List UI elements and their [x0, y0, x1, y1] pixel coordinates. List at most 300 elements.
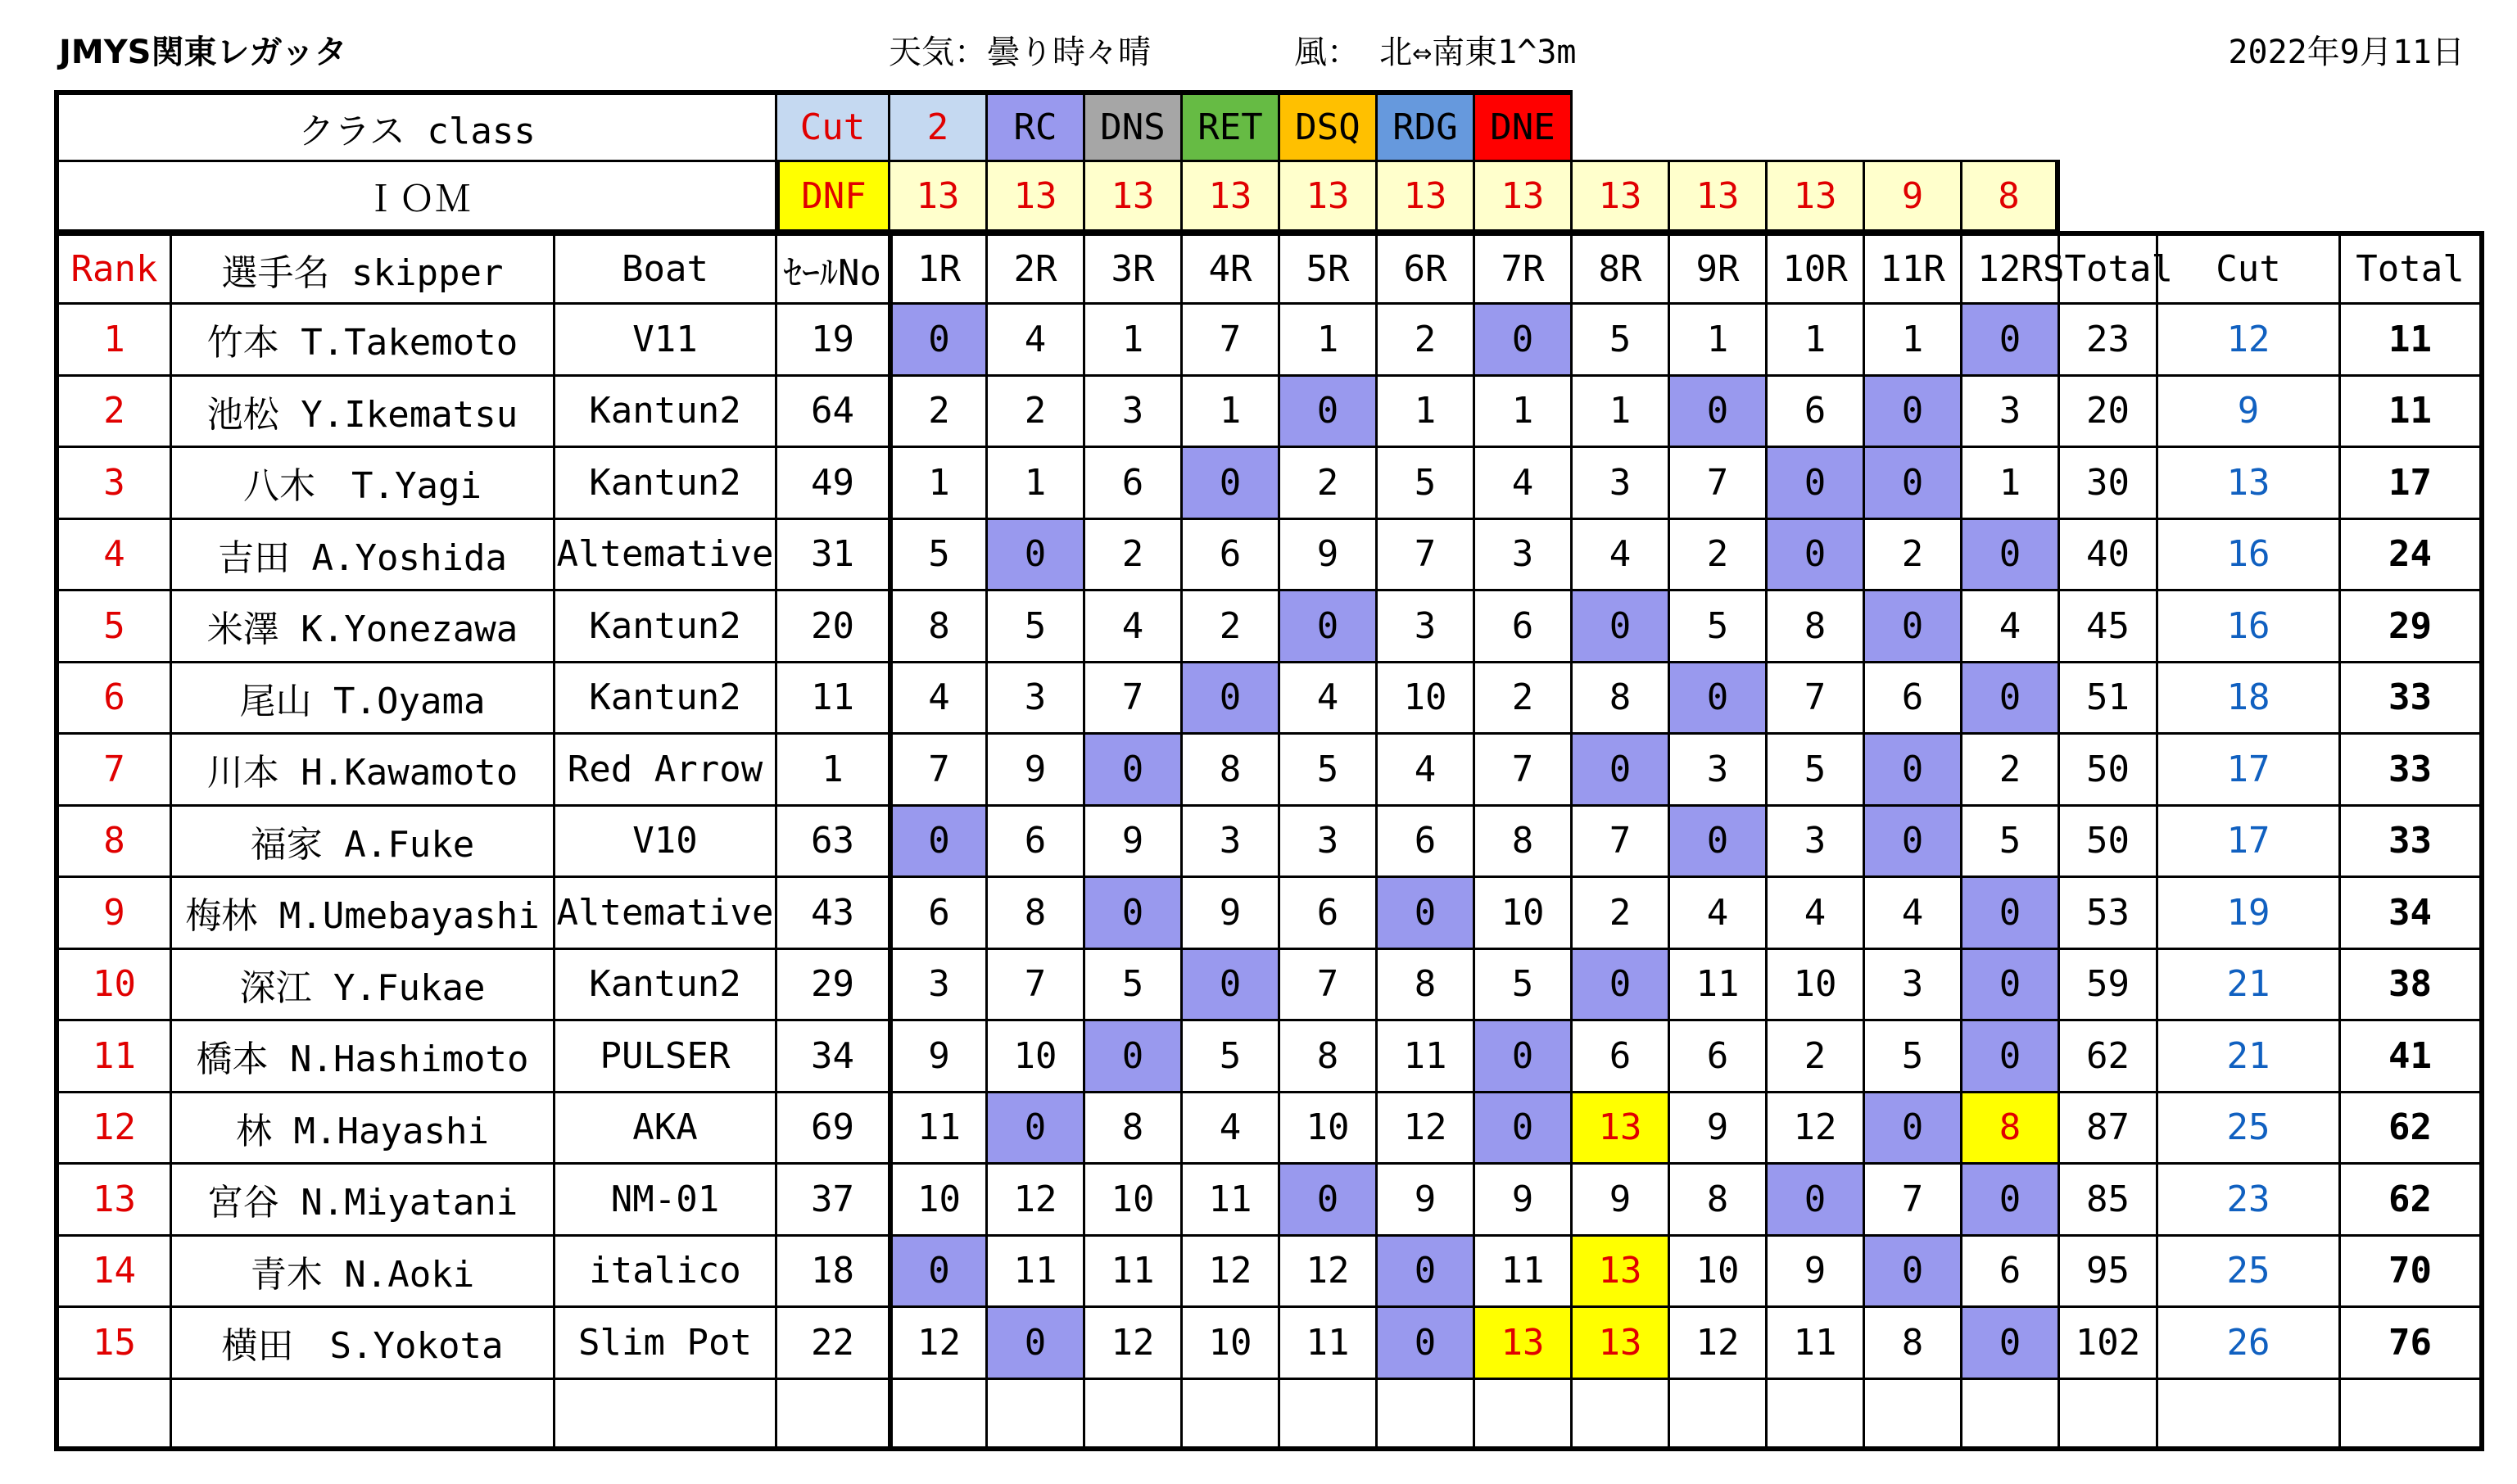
race-score-cell: 5 — [1570, 302, 1670, 377]
stotal-cell: 53 — [2058, 875, 2158, 950]
column-header: Cut — [2156, 231, 2341, 305]
race-score-cell: 7 — [1278, 948, 1378, 1022]
rank-cell: 7 — [54, 732, 172, 807]
race-score-cell: 12 — [1278, 1234, 1378, 1309]
race-score-cell: 3 — [1180, 804, 1280, 879]
boat-cell: Kantun2 — [553, 661, 777, 735]
race-score-cell: 7 — [1473, 732, 1573, 807]
race-score-cell: 5 — [888, 518, 988, 592]
race-score-cell: 11 — [1180, 1162, 1280, 1237]
cut-cell: 26 — [2156, 1305, 2341, 1380]
stotal-cell: 85 — [2058, 1162, 2158, 1237]
rank-cell: 10 — [54, 948, 172, 1022]
empty-cell — [170, 1378, 555, 1452]
race-score-cell: 8 — [1960, 1091, 2060, 1165]
race-score-cell: 1 — [1473, 374, 1573, 449]
legend-value: 13 — [1278, 160, 1378, 232]
skipper-cell: 米澤 K.Yonezawa — [170, 589, 555, 663]
race-score-cell: 9 — [1668, 1091, 1768, 1165]
race-score-cell: 0 — [1960, 1019, 2060, 1093]
race-score-cell: 0 — [1180, 661, 1280, 735]
sail-no-cell: 34 — [775, 1019, 890, 1093]
race-score-cell: 4 — [1180, 1091, 1280, 1165]
race-score-cell: 0 — [1278, 1162, 1378, 1237]
empty-cell — [1180, 1378, 1280, 1452]
race-score-cell: 8 — [1668, 1162, 1768, 1237]
rank-cell: 2 — [54, 374, 172, 449]
race-score-cell: 5 — [1375, 446, 1475, 520]
race-score-cell: 4 — [985, 302, 1085, 377]
race-score-cell: 1 — [888, 446, 988, 520]
race-score-cell: 9 — [1180, 875, 1280, 950]
race-score-cell: 5 — [985, 589, 1085, 663]
race-score-cell: 1 — [1863, 302, 1962, 377]
race-score-cell: 1 — [985, 446, 1085, 520]
stotal-cell: 40 — [2058, 518, 2158, 592]
race-score-cell: 3 — [1278, 804, 1378, 879]
boat-cell: Red Arrow — [553, 732, 777, 807]
race-score-cell: 3 — [1960, 374, 2060, 449]
race-score-cell: 0 — [1473, 1091, 1573, 1165]
total-cell: 33 — [2338, 732, 2484, 807]
column-header: Boat — [553, 231, 777, 305]
legend-value: 13 — [1668, 160, 1768, 232]
race-score-cell: 11 — [1278, 1305, 1378, 1380]
cut-cell: 17 — [2156, 732, 2341, 807]
race-score-cell: 0 — [1765, 1162, 1865, 1237]
race-score-cell: 0 — [1960, 661, 2060, 735]
race-score-cell: 13 — [1570, 1234, 1670, 1309]
rank-cell: 4 — [54, 518, 172, 592]
race-score-cell: 12 — [985, 1162, 1085, 1237]
race-score-cell: 8 — [1375, 948, 1475, 1022]
empty-cell — [553, 1378, 777, 1452]
race-score-cell: 0 — [1863, 732, 1962, 807]
stotal-cell: 30 — [2058, 446, 2158, 520]
cut-cell: 17 — [2156, 804, 2341, 879]
race-score-cell: 0 — [1375, 1305, 1475, 1380]
total-cell: 62 — [2338, 1162, 2484, 1237]
cut-cell: 18 — [2156, 661, 2341, 735]
total-cell: 41 — [2338, 1019, 2484, 1093]
race-score-cell: 0 — [985, 518, 1085, 592]
column-header: Total — [2338, 231, 2484, 305]
rank-cell: 3 — [54, 446, 172, 520]
race-score-cell: 4 — [1668, 875, 1768, 950]
column-header: 11R — [1863, 231, 1962, 305]
race-score-cell: 2 — [1180, 589, 1280, 663]
empty-cell — [2156, 1378, 2341, 1452]
race-score-cell: 9 — [1765, 1234, 1865, 1309]
boat-cell: Slim Pot — [553, 1305, 777, 1380]
sail-no-cell: 29 — [775, 948, 890, 1022]
race-score-cell: 0 — [1083, 875, 1183, 950]
total-cell: 17 — [2338, 446, 2484, 520]
race-score-cell: 4 — [1278, 661, 1378, 735]
race-score-cell: 6 — [1473, 589, 1573, 663]
legend-value: 13 — [888, 160, 988, 232]
column-header: 選手名 skipper — [170, 231, 555, 305]
race-score-cell: 8 — [985, 875, 1085, 950]
sail-no-cell: 49 — [775, 446, 890, 520]
total-cell: 24 — [2338, 518, 2484, 592]
race-score-cell: 5 — [1278, 732, 1378, 807]
race-score-cell: 9 — [985, 732, 1085, 807]
boat-cell: NM-01 — [553, 1162, 777, 1237]
race-score-cell: 6 — [1278, 875, 1378, 950]
boat-cell: Altemative — [553, 875, 777, 950]
race-score-cell: 2 — [1960, 732, 2060, 807]
race-score-cell: 2 — [1765, 1019, 1865, 1093]
legend-code: Cut — [775, 90, 890, 162]
race-score-cell: 6 — [1863, 661, 1962, 735]
race-score-cell: 5 — [1668, 589, 1768, 663]
race-score-cell: 0 — [1960, 518, 2060, 592]
legend-value: 13 — [1180, 160, 1280, 232]
race-score-cell: 0 — [1863, 804, 1962, 879]
rank-cell: 15 — [54, 1305, 172, 1380]
race-score-cell: 0 — [1668, 804, 1768, 879]
rank-cell: 14 — [54, 1234, 172, 1309]
race-score-cell: 0 — [1765, 446, 1865, 520]
race-score-cell: 1 — [1570, 374, 1670, 449]
skipper-cell: 林 M.Hayashi — [170, 1091, 555, 1165]
legend-code: RC — [985, 90, 1085, 162]
boat-cell: Kantun2 — [553, 948, 777, 1022]
race-score-cell: 10 — [1668, 1234, 1768, 1309]
cut-cell: 23 — [2156, 1162, 2341, 1237]
column-header: 10R — [1765, 231, 1865, 305]
total-cell: 29 — [2338, 589, 2484, 663]
skipper-cell: 八木 T.Yagi — [170, 446, 555, 520]
column-header: 2R — [985, 231, 1085, 305]
race-score-cell: 5 — [1473, 948, 1573, 1022]
cut-cell: 16 — [2156, 589, 2341, 663]
legend-value: 13 — [1083, 160, 1183, 232]
race-score-cell: 8 — [1765, 589, 1865, 663]
rank-cell: 6 — [54, 661, 172, 735]
sail-no-cell: 43 — [775, 875, 890, 950]
sail-no-cell: 31 — [775, 518, 890, 592]
race-score-cell: 7 — [1863, 1162, 1962, 1237]
race-score-cell: 1 — [1180, 374, 1280, 449]
race-score-cell: 7 — [1375, 518, 1475, 592]
empty-cell — [1668, 1378, 1768, 1452]
race-score-cell: 11 — [1668, 948, 1768, 1022]
race-score-cell: 11 — [1083, 1234, 1183, 1309]
total-cell: 33 — [2338, 661, 2484, 735]
race-score-cell: 8 — [888, 589, 988, 663]
cut-cell: 21 — [2156, 948, 2341, 1022]
race-score-cell: 0 — [1960, 1305, 2060, 1380]
stotal-cell: 45 — [2058, 589, 2158, 663]
race-score-cell: 0 — [1668, 661, 1768, 735]
race-score-cell: 6 — [1960, 1234, 2060, 1309]
skipper-cell: 深江 Y.Fukae — [170, 948, 555, 1022]
race-score-cell: 12 — [1375, 1091, 1475, 1165]
race-score-cell: 8 — [1180, 732, 1280, 807]
race-score-cell: 0 — [1083, 732, 1183, 807]
sail-no-cell: 19 — [775, 302, 890, 377]
race-score-cell: 6 — [985, 804, 1085, 879]
total-cell: 11 — [2338, 374, 2484, 449]
race-score-cell: 4 — [1570, 518, 1670, 592]
stotal-cell: 59 — [2058, 948, 2158, 1022]
wind-label: 風： 北⇔南東1^3m — [1294, 34, 1577, 71]
race-score-cell: 0 — [985, 1091, 1085, 1165]
race-score-cell: 10 — [1278, 1091, 1378, 1165]
race-score-cell: 3 — [1570, 446, 1670, 520]
race-score-cell: 4 — [1960, 589, 2060, 663]
race-score-cell: 12 — [1083, 1305, 1183, 1380]
column-header: 9R — [1668, 231, 1768, 305]
race-score-cell: 6 — [1765, 374, 1865, 449]
race-score-cell: 11 — [1765, 1305, 1865, 1380]
total-cell: 76 — [2338, 1305, 2484, 1380]
boat-cell: Kantun2 — [553, 446, 777, 520]
boat-cell: V11 — [553, 302, 777, 377]
regatta-date: 2022年9月11日 — [2228, 34, 2465, 71]
race-score-cell: 5 — [1960, 804, 2060, 879]
skipper-cell: 梅林 M.Umebayashi — [170, 875, 555, 950]
rank-cell: 13 — [54, 1162, 172, 1237]
race-score-cell: 0 — [1473, 302, 1573, 377]
race-score-cell: 4 — [888, 661, 988, 735]
legend-value: 13 — [1570, 160, 1670, 232]
rank-cell: 11 — [54, 1019, 172, 1093]
race-score-cell: 0 — [888, 302, 988, 377]
sail-no-cell: 18 — [775, 1234, 890, 1309]
total-cell: 11 — [2338, 302, 2484, 377]
total-cell: 33 — [2338, 804, 2484, 879]
cut-cell: 25 — [2156, 1234, 2341, 1309]
race-score-cell: 0 — [1960, 302, 2060, 377]
legend-value: 9 — [1863, 160, 1962, 232]
race-score-cell: 2 — [888, 374, 988, 449]
empty-cell — [1570, 1378, 1670, 1452]
race-score-cell: 0 — [1473, 1019, 1573, 1093]
race-score-cell: 2 — [1863, 518, 1962, 592]
sail-no-cell: 69 — [775, 1091, 890, 1165]
race-score-cell: 10 — [1473, 875, 1573, 950]
race-score-cell: 0 — [1863, 446, 1962, 520]
sail-no-cell: 11 — [775, 661, 890, 735]
cut-cell: 21 — [2156, 1019, 2341, 1093]
race-score-cell: 4 — [1765, 875, 1865, 950]
race-score-cell: 0 — [1375, 1234, 1475, 1309]
race-score-cell: 0 — [1960, 875, 2060, 950]
skipper-cell: 川本 H.Kawamoto — [170, 732, 555, 807]
cut-cell: 19 — [2156, 875, 2341, 950]
cut-cell: 9 — [2156, 374, 2341, 449]
stotal-cell: 50 — [2058, 732, 2158, 807]
cut-cell: 12 — [2156, 302, 2341, 377]
race-score-cell: 4 — [1083, 589, 1183, 663]
race-score-cell: 0 — [1863, 374, 1962, 449]
legend-code: DSQ — [1278, 90, 1378, 162]
class-label: クラス class — [54, 90, 777, 162]
race-score-cell: 3 — [1765, 804, 1865, 879]
race-score-cell: 0 — [1570, 948, 1670, 1022]
stotal-cell: 23 — [2058, 302, 2158, 377]
race-score-cell: 10 — [1083, 1162, 1183, 1237]
empty-cell — [1473, 1378, 1573, 1452]
skipper-cell: 宮谷 N.Miyatani — [170, 1162, 555, 1237]
stotal-cell: 102 — [2058, 1305, 2158, 1380]
column-header: STotal — [2058, 231, 2158, 305]
race-score-cell: 5 — [1863, 1019, 1962, 1093]
race-score-cell: 8 — [1863, 1305, 1962, 1380]
empty-cell — [1863, 1378, 1962, 1452]
legend-value: 13 — [1765, 160, 1865, 232]
column-header: ｾｰﾙNo — [775, 231, 890, 305]
legend-value: 8 — [1960, 160, 2060, 232]
regatta-title: JMYS関東レガッタ — [59, 34, 347, 71]
race-score-cell: 1 — [1668, 302, 1768, 377]
column-header: 12R — [1960, 231, 2060, 305]
boat-cell: italico — [553, 1234, 777, 1309]
race-score-cell: 9 — [888, 1019, 988, 1093]
race-score-cell: 13 — [1570, 1091, 1670, 1165]
race-score-cell: 8 — [1278, 1019, 1378, 1093]
race-score-cell: 10 — [985, 1019, 1085, 1093]
empty-cell — [54, 1378, 172, 1452]
total-cell: 38 — [2338, 948, 2484, 1022]
race-score-cell: 6 — [1668, 1019, 1768, 1093]
empty-cell — [1375, 1378, 1475, 1452]
stotal-cell: 20 — [2058, 374, 2158, 449]
race-score-cell: 7 — [1180, 302, 1280, 377]
race-score-cell: 3 — [1668, 732, 1768, 807]
race-score-cell: 12 — [1180, 1234, 1280, 1309]
race-score-cell: 0 — [1863, 589, 1962, 663]
sail-no-cell: 63 — [775, 804, 890, 879]
skipper-cell: 福家 A.Fuke — [170, 804, 555, 879]
race-score-cell: 1 — [1375, 374, 1475, 449]
legend-value: 13 — [1473, 160, 1573, 232]
race-score-cell: 0 — [1570, 732, 1670, 807]
column-header: Rank — [54, 231, 172, 305]
race-score-cell: 2 — [1473, 661, 1573, 735]
legend-code: RDG — [1375, 90, 1475, 162]
empty-cell — [1278, 1378, 1378, 1452]
race-score-cell: 0 — [888, 1234, 988, 1309]
race-score-cell: 9 — [1473, 1162, 1573, 1237]
skipper-cell: 吉田 A.Yoshida — [170, 518, 555, 592]
legend-dnf: DNF — [775, 160, 890, 232]
rank-cell: 12 — [54, 1091, 172, 1165]
race-score-cell: 0 — [1863, 1234, 1962, 1309]
sail-no-cell: 20 — [775, 589, 890, 663]
race-score-cell: 8 — [1083, 1091, 1183, 1165]
rank-cell: 1 — [54, 302, 172, 377]
race-score-cell: 3 — [985, 661, 1085, 735]
empty-cell — [1765, 1378, 1865, 1452]
race-score-cell: 8 — [1473, 804, 1573, 879]
race-score-cell: 7 — [1765, 661, 1865, 735]
race-score-cell: 0 — [1083, 1019, 1183, 1093]
race-score-cell: 2 — [985, 374, 1085, 449]
cut-cell: 25 — [2156, 1091, 2341, 1165]
race-score-cell: 0 — [1960, 1162, 2060, 1237]
race-score-cell: 0 — [1278, 374, 1378, 449]
rank-cell: 9 — [54, 875, 172, 950]
race-score-cell: 5 — [1083, 948, 1183, 1022]
skipper-cell: 竹本 T.Takemoto — [170, 302, 555, 377]
race-score-cell: 11 — [1375, 1019, 1475, 1093]
race-score-cell: 9 — [1570, 1162, 1670, 1237]
race-score-cell: 0 — [1668, 374, 1768, 449]
sail-no-cell: 1 — [775, 732, 890, 807]
race-score-cell: 3 — [888, 948, 988, 1022]
race-score-cell: 0 — [985, 1305, 1085, 1380]
stotal-cell: 95 — [2058, 1234, 2158, 1309]
column-header: 3R — [1083, 231, 1183, 305]
skipper-cell: 尾山 T.Oyama — [170, 661, 555, 735]
race-score-cell: 7 — [985, 948, 1085, 1022]
rank-cell: 8 — [54, 804, 172, 879]
race-score-cell: 7 — [1083, 661, 1183, 735]
legend-value: 13 — [985, 160, 1085, 232]
race-score-cell: 3 — [1083, 374, 1183, 449]
race-score-cell: 12 — [1668, 1305, 1768, 1380]
empty-cell — [2058, 1378, 2158, 1452]
legend-value: 13 — [1375, 160, 1475, 232]
race-score-cell: 12 — [1765, 1091, 1865, 1165]
empty-cell — [2338, 1378, 2484, 1452]
race-score-cell: 6 — [1570, 1019, 1670, 1093]
empty-cell — [1960, 1378, 2060, 1452]
total-cell: 70 — [2338, 1234, 2484, 1309]
stotal-cell: 87 — [2058, 1091, 2158, 1165]
race-score-cell: 0 — [1960, 948, 2060, 1022]
stotal-cell: 51 — [2058, 661, 2158, 735]
race-score-cell: 1 — [1278, 302, 1378, 377]
race-score-cell: 11 — [985, 1234, 1085, 1309]
rank-cell: 5 — [54, 589, 172, 663]
empty-cell — [1083, 1378, 1183, 1452]
class-name: ＩＯＭ — [54, 160, 777, 232]
boat-cell: Kantun2 — [553, 374, 777, 449]
race-score-cell: 0 — [1863, 1091, 1962, 1165]
empty-cell — [775, 1378, 890, 1452]
cut-cell: 16 — [2156, 518, 2341, 592]
weather-label: 天気：曇り時々晴 — [889, 34, 1151, 71]
total-cell: 34 — [2338, 875, 2484, 950]
column-header: 5R — [1278, 231, 1378, 305]
legend-code: DNS — [1083, 90, 1183, 162]
column-header: 6R — [1375, 231, 1475, 305]
race-score-cell: 0 — [1180, 446, 1280, 520]
sail-no-cell: 64 — [775, 374, 890, 449]
total-cell: 62 — [2338, 1091, 2484, 1165]
race-score-cell: 6 — [888, 875, 988, 950]
skipper-cell: 池松 Y.Ikematsu — [170, 374, 555, 449]
race-score-cell: 1 — [1960, 446, 2060, 520]
race-score-cell: 2 — [1083, 518, 1183, 592]
race-score-cell: 6 — [1180, 518, 1280, 592]
column-header: 7R — [1473, 231, 1573, 305]
race-score-cell: 10 — [1765, 948, 1865, 1022]
legend-code: RET — [1180, 90, 1280, 162]
race-score-cell: 4 — [1863, 875, 1962, 950]
race-score-cell: 9 — [1375, 1162, 1475, 1237]
boat-cell: Kantun2 — [553, 589, 777, 663]
empty-cell — [888, 1378, 988, 1452]
race-score-cell: 3 — [1375, 589, 1475, 663]
sail-no-cell: 37 — [775, 1162, 890, 1237]
race-score-cell: 2 — [1570, 875, 1670, 950]
